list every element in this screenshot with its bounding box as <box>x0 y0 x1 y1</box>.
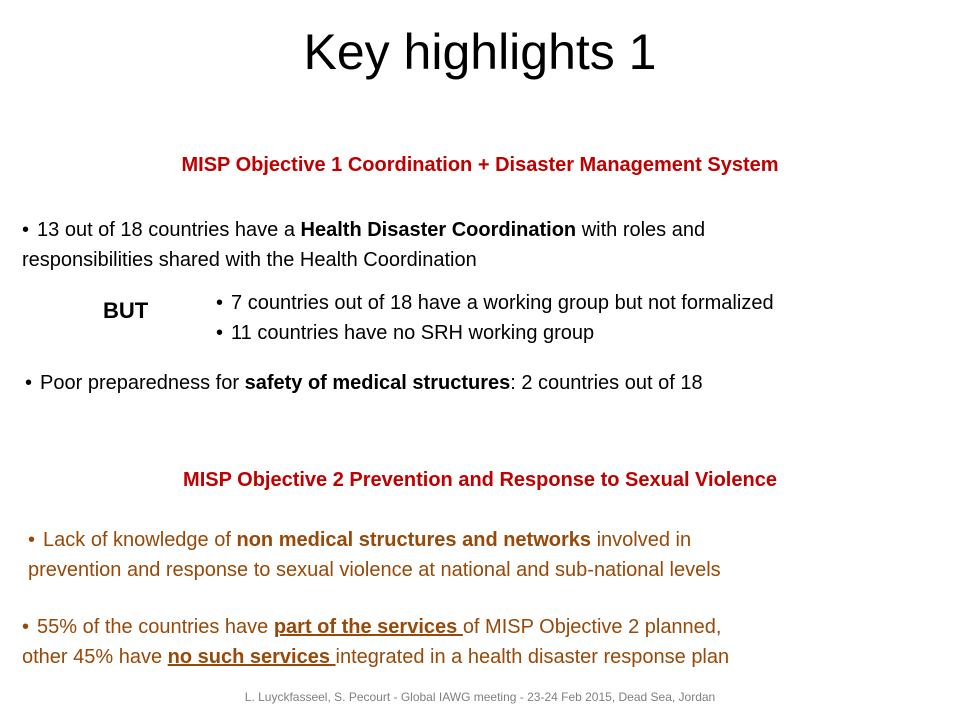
text: 7 countries out of 18 have a working group but not formalized <box>231 292 774 314</box>
section1-heading: MISP Objective 1 Coordination + Disaster Management System <box>181 154 779 176</box>
underlined-bold-text: no such services <box>167 646 336 668</box>
bullet-dot: • <box>216 292 224 314</box>
text: integrated in a health disaster response plan <box>335 646 730 668</box>
slide-footer: L. Luyckfasseel, S. Pecourt - Global IAWG meeting - 23-24 Feb 2015, Dead Sea, Jordan <box>244 690 716 704</box>
section2-bullet-services <box>22 612 942 672</box>
underlined-bold-text: part of the services <box>273 616 463 638</box>
bullet-dot: • <box>28 529 36 551</box>
text: Poor preparedness for <box>40 372 245 394</box>
section2-heading: MISP Objective 2 Prevention and Response to Sexual Violence <box>183 469 777 491</box>
bullet-dot: • <box>216 322 224 344</box>
text: prevention and response to sexual violence at national and sub-national levels <box>28 559 721 581</box>
bullet-dot: • <box>22 219 30 241</box>
text: 13 out of 18 countries have a <box>37 219 301 241</box>
section1-bullet-coordination <box>22 215 942 275</box>
text: responsibilities shared with the Health Coordination <box>22 249 477 271</box>
text: other 45% have <box>22 646 168 668</box>
bullet-dot: • <box>22 616 30 638</box>
text: 11 countries have no SRH working group <box>231 322 595 344</box>
bullet-dot: • <box>25 372 33 394</box>
section1-sub-bullets <box>216 288 936 348</box>
sub-bullet <box>216 318 936 348</box>
section1-bullet-preparedness <box>25 368 945 398</box>
but-label: BUT <box>103 298 149 323</box>
text: Lack of knowledge of <box>43 529 237 551</box>
slide-title: Key highlights 1 <box>303 24 657 80</box>
sub-bullet <box>216 288 936 318</box>
text: 55% of the countries have <box>37 616 274 638</box>
text: : 2 countries out of 18 <box>510 372 703 394</box>
text: of MISP Objective 2 planned, <box>462 616 722 638</box>
bold-text: non medical structures and networks <box>236 529 592 551</box>
section2-bullet-knowledge <box>28 525 943 585</box>
text: involved in <box>591 529 692 551</box>
text: with roles and <box>576 219 706 241</box>
bold-text: Health Disaster Coordination <box>300 219 577 241</box>
bold-text: safety of medical structures <box>244 372 511 394</box>
